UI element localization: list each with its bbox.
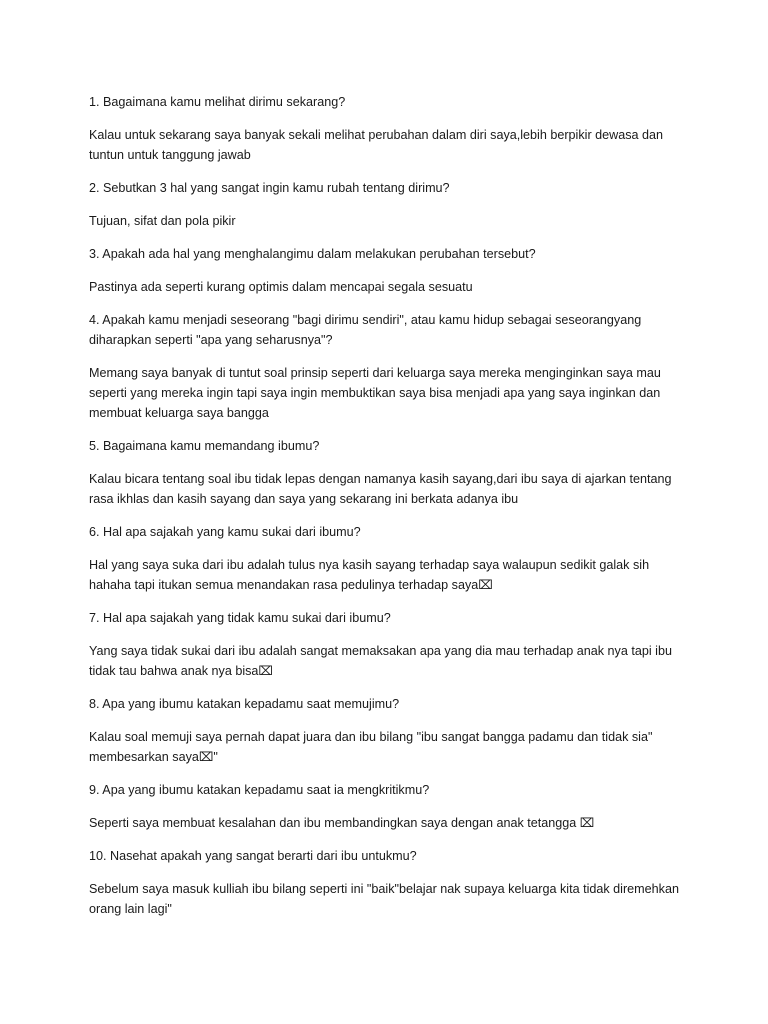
question-6: 6. Hal apa sajakah yang kamu sukai dari ibumu? <box>89 525 361 539</box>
answer-3: Pastinya ada seperti kurang optimis dalam mencapai segala sesuatu <box>89 280 473 294</box>
answer-8: Kalau soal memuji saya pernah dapat juara dan ibu bilang "ibu sangat bangga padamu dan tidak sia" membesarkan saya⌧" <box>89 730 653 764</box>
question-7: 7. Hal apa sajakah yang tidak kamu sukai dari ibumu? <box>89 611 391 625</box>
answer-9: Seperti saya membuat kesalahan dan ibu membandingkan saya dengan anak tetangga ⌧ <box>89 816 595 830</box>
answer-10: Sebelum saya masuk kulliah ibu bilang seperti ini "baik"belajar nak supaya keluarga kita tidak diremehkan orang lain lagi" <box>89 882 679 916</box>
question-10: 10. Nasehat apakah yang sangat berarti dari ibu untukmu? <box>89 849 417 863</box>
answer-4: Memang saya banyak di tuntut soal prinsip seperti dari keluarga saya mereka menginginkan saya mau seperti yang mereka ingin tapi saya ingin membuktikan saya bisa menjadi apa yang saya inginkan dan membuat keluarga saya bangga <box>89 366 661 420</box>
answer-6: Hal yang saya suka dari ibu adalah tulus nya kasih sayang terhadap saya walaupun sedikit galak sih hahaha tapi itukan semua menandakan rasa pedulinya terhadap saya⌧ <box>89 558 650 592</box>
question-3: 3. Apakah ada hal yang menghalangimu dalam melakukan perubahan tersebut? <box>89 247 536 261</box>
answer-5: Kalau bicara tentang soal ibu tidak lepas dengan namanya kasih sayang,dari ibu saya di ajarkan tentang rasa ikhlas dan kasih sayang dan saya yang sekarang ini berkata adanya ibu <box>89 472 672 506</box>
document-content <box>89 92 689 932</box>
question-4: 4. Apakah kamu menjadi seseorang "bagi dirimu sendiri", atau kamu hidup sebagai seseorangyang diharapkan seperti "apa yang seharusnya"? <box>89 313 642 347</box>
answer-1: Kalau untuk sekarang saya banyak sekali melihat perubahan dalam diri saya,lebih berpikir dewasa dan tuntun untuk tanggung jawab <box>89 128 664 162</box>
answer-7: Yang saya tidak sukai dari ibu adalah sangat memaksakan apa yang dia mau terhadap anak nya tapi ibu tidak tau bahwa anak nya bisa⌧ <box>89 644 672 678</box>
question-2: 2. Sebutkan 3 hal yang sangat ingin kamu rubah tentang dirimu? <box>89 181 450 195</box>
question-1: 1. Bagaimana kamu melihat dirimu sekarang? <box>89 95 346 109</box>
question-5: 5. Bagaimana kamu memandang ibumu? <box>89 439 320 453</box>
question-8: 8. Apa yang ibumu katakan kepadamu saat memujimu? <box>89 697 400 711</box>
answer-2: Tujuan, sifat dan pola pikir <box>89 214 236 228</box>
question-9: 9. Apa yang ibumu katakan kepadamu saat ia mengkritikmu? <box>89 783 430 797</box>
